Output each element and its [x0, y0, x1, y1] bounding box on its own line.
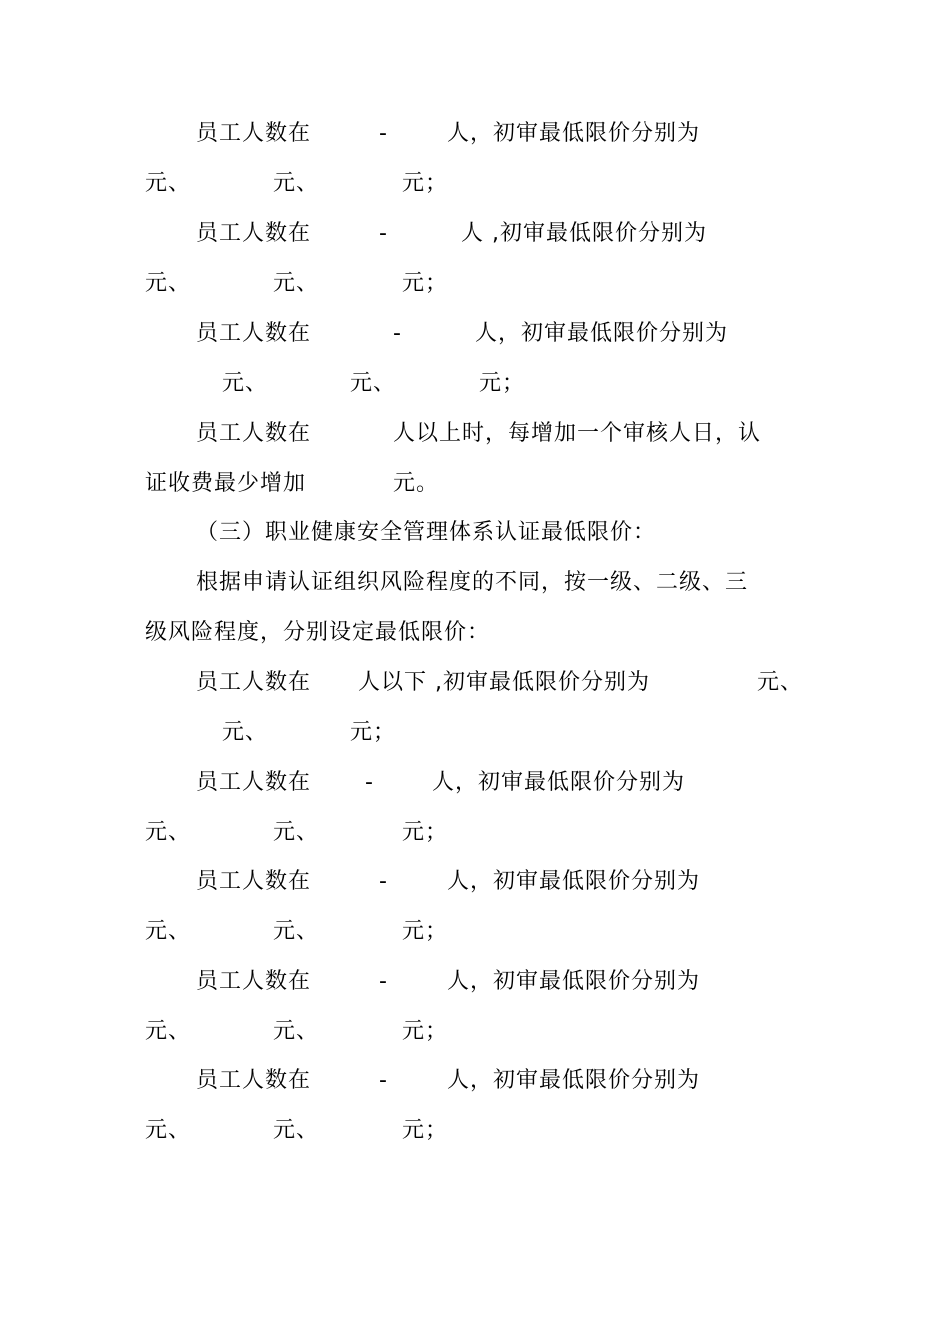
text-segment: 元； — [402, 1019, 449, 1044]
text-segment: 元、 — [222, 371, 269, 396]
text-segment: 元、 — [273, 271, 320, 296]
text-segment: 人以上时，每增加一个审核人日，认 — [393, 421, 762, 446]
text-segment: 员工人数在 — [196, 321, 312, 346]
text-segment: 人，初审最低限价分别为 — [447, 869, 701, 894]
text-segment: 员工人数在 — [196, 770, 312, 795]
text-segment: - — [379, 121, 388, 146]
text-segment: 元、 — [273, 919, 320, 944]
text-segment: 证收费最少增加 — [145, 471, 307, 496]
text-segment: - — [379, 221, 388, 246]
text-segment: 元； — [402, 271, 449, 296]
text-segment: 元、 — [350, 371, 397, 396]
text-segment: 员工人数在 — [196, 421, 312, 446]
text-segment: 人，初审最低限价分别为 — [447, 1068, 701, 1093]
text-segment: 人，初审最低限价分别为 — [447, 121, 701, 146]
text-segment: 元、 — [145, 820, 192, 845]
text-segment: - — [379, 869, 388, 894]
text-segment: 级风险程度，分别设定最低限价： — [145, 620, 491, 645]
text-segment: 员工人数在 — [196, 221, 312, 246]
text-segment: 元； — [350, 720, 397, 745]
text-segment: - — [365, 770, 374, 795]
text-segment: - — [379, 1068, 388, 1093]
text-segment: 元； — [479, 371, 526, 396]
text-segment: 人以下 ,初审最低限价分别为 — [358, 670, 650, 695]
text-segment: 元、 — [145, 919, 192, 944]
text-segment: 员工人数在 — [196, 121, 312, 146]
text-segment: 根据申请认证组织风险程度的不同，按一级、二级、三 — [196, 570, 749, 595]
text-segment: 元、 — [145, 1019, 192, 1044]
text-segment: 元、 — [273, 1019, 320, 1044]
text-segment: 元； — [402, 1118, 449, 1143]
text-segment: 元、 — [273, 1118, 320, 1143]
text-segment: 人，初审最低限价分别为 — [475, 321, 729, 346]
text-segment: 员工人数在 — [196, 670, 312, 695]
text-segment: 人 ,初审最低限价分别为 — [461, 221, 707, 246]
text-segment: 元、 — [273, 820, 320, 845]
text-segment: 元、 — [145, 171, 192, 196]
text-segment: 元。 — [393, 471, 440, 496]
text-segment: 员工人数在 — [196, 1068, 312, 1093]
text-segment: 人，初审最低限价分别为 — [447, 969, 701, 994]
text-segment: 元、 — [757, 670, 804, 695]
text-segment: 元、 — [145, 271, 192, 296]
text-segment: 元； — [402, 171, 449, 196]
section-heading: （三）职业健康安全管理体系认证最低限价： — [196, 520, 657, 545]
text-segment: - — [393, 321, 402, 346]
text-segment: 元、 — [273, 171, 320, 196]
text-segment: 元、 — [222, 720, 269, 745]
text-segment: 人，初审最低限价分别为 — [432, 770, 686, 795]
text-segment: 员工人数在 — [196, 969, 312, 994]
text-segment: 元； — [402, 820, 449, 845]
text-segment: 元、 — [145, 1118, 192, 1143]
text-segment: 员工人数在 — [196, 869, 312, 894]
text-segment: 元； — [402, 919, 449, 944]
text-segment: - — [379, 969, 388, 994]
